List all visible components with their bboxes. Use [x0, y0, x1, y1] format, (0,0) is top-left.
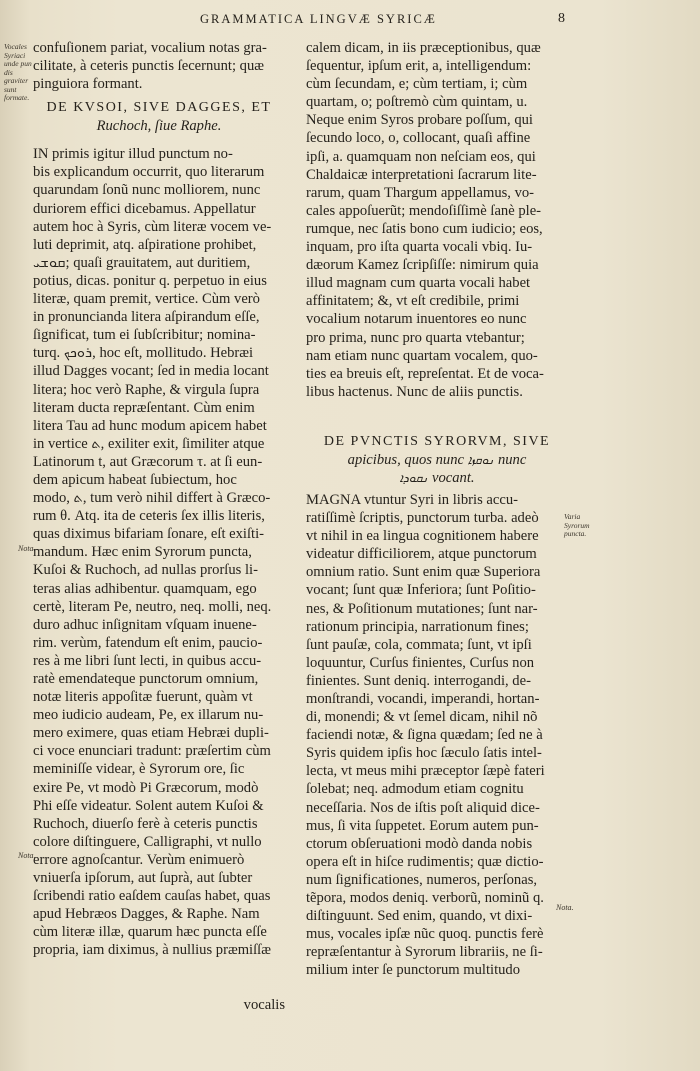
text-line: repræſentantur à Syrorum librariis, ne ſi-: [306, 944, 543, 961]
text-line: rim. verùm, fatendum eſt enim, paucio-: [33, 634, 263, 651]
text-line: ties ea breuis eſt, repreſentat. Et de voca-: [306, 365, 544, 382]
text-line: potius, dicas. ponitur q. perpetuo in eius: [33, 272, 267, 289]
margin-note-text: Varia Syrorum puncta.: [564, 512, 590, 538]
subheading-text: vocant.: [431, 469, 475, 486]
text-line: neceſſaria. Nos de iſtis poſt aliquid dice-: [306, 799, 540, 816]
text-line: pro prima, nunc pro quarta vtebantur;: [306, 329, 525, 346]
text-line: inquam, pro iſta quarta vocali vbiq. Iu-: [306, 239, 533, 256]
text-line: mus, ſi vita ſuppetet. Eorum autem pun-: [306, 817, 539, 834]
text-line: ſcribendi ratio eaſdem cauſas habet, quas: [33, 888, 271, 905]
text-line: teras alias adhibentur. quamquam, ego: [33, 580, 257, 597]
text-line: Kuſoi & Ruchoch, ad nullas prorſus li-: [33, 562, 258, 579]
subheading-text: apicibus, quos nunc: [347, 451, 464, 468]
text-line: vniuerſa ipſorum, aut ſuprà, aut ſubter: [33, 870, 253, 887]
text-line: lecta, vt meus mihi præceptor ſæpè fateri: [306, 763, 545, 780]
text-line: litera Tau ad hunc modum apicem habet: [33, 417, 267, 434]
text-line: faciendi notæ, & ſigna quædam; ſed ne à: [306, 727, 543, 744]
text-line: ſolebat; neq. admodum etiam cognitu: [306, 781, 524, 798]
text-line: finientes. Sunt deniq. interrogandi, de-: [306, 672, 531, 689]
text-line: litera; hoc verò Raphe, & virgula ſupra: [33, 381, 260, 398]
text-line: modo, ܬ, tum verò nihil differt à Græco-: [33, 490, 271, 507]
text-line: loquuntur, Curſus finientes, Curſus non: [306, 654, 535, 671]
text-line: rum θ. Atq. ita de ceteris ſex illis literis,: [33, 508, 265, 525]
text-line: MAGNA vtuntur Syri in libris accu-: [306, 491, 518, 508]
text-line: bis explicandum occurrit, quo literarum: [33, 164, 265, 181]
text-line: nam etiam nunc quartam vocalem, quo-: [306, 347, 538, 364]
text-line: omnium ratio. Sunt enim quæ Superiora: [306, 564, 541, 581]
syriac-word: ܢܘܩܙܐ: [467, 452, 495, 467]
text-line: meminiſſe videar, è Syrorum ore, ſic: [33, 761, 245, 778]
text-line: illud magnam cum quarta vocali habet: [306, 275, 531, 292]
text-line: di, monendi; & vt ſemel dicam, nihil nõ: [306, 709, 538, 726]
text-line: ctorum obſeruationi modò danda nobis: [306, 835, 533, 852]
text-line: num ſignificationes, numeros, perſonas,: [306, 871, 538, 888]
text-line: literæ, quam premit, vertice. Cùm verò: [33, 291, 260, 308]
text-line: calem dicam, in iis præceptionibus, quæ: [306, 40, 541, 56]
margin-note-text: Vocales Syriaci unde pun dis graviter sunt formate.: [4, 42, 32, 102]
text-line: duro adhuc inſignitam vſquam inuene-: [33, 616, 257, 633]
text-line: res à me libri ſunt lecti, in quibus accu-: [33, 652, 262, 669]
margin-note-text: Nota.: [556, 903, 574, 912]
text-line: errore agnoſcantur. Verùm enimuerò: [33, 851, 245, 868]
text-line: autem hoc à Syris, cùm literæ vocem ve-: [33, 218, 272, 235]
text-line: propria, iam diximus, à nullius præmiſſæ: [33, 942, 271, 959]
text-line: in vertice ܬ, exiliter exit, ſimiliter atque: [33, 435, 265, 452]
right-column: [306, 39, 568, 980]
text-line: vt nihil in ea lingua cognitionem habere: [306, 528, 539, 545]
text-line: cilitate, à ceteris punctis ſecernunt; quæ: [33, 58, 264, 75]
text-line: ratè emendateque punctorum omnium,: [33, 671, 259, 687]
text-line: [306, 401, 568, 419]
text-line: diſtinguunt. Sed enim, quando, vt dixi-: [306, 908, 533, 925]
text-line: monſtrandi, vocandi, imperandi, hortan-: [306, 691, 540, 707]
text-line: cales appoſuerũt; mendoſiſſimè ſanè ple-: [306, 202, 542, 219]
text-line: literam ducta repræſentant. Cùm enim: [33, 399, 255, 416]
text-line: turq. ܪܘܟܟ, hoc eſt, mollitudo. Hebræi: [33, 345, 254, 362]
margin-note-vocales-syriaci: [4, 43, 34, 103]
text-line: pinguiora formant.: [33, 76, 143, 93]
text-line: IN primis igitur illud punctum no-: [33, 146, 233, 163]
text-line: duriorem effici dicebamus. Appellatur: [33, 200, 256, 217]
text-line: cùm literæ illæ, quarum hæc puncta eſſe: [33, 924, 267, 941]
text-line: ipſi, a. quamquam non neſciam eos, qui: [306, 148, 536, 165]
text-line: mandum. Hæc enim Syrorum puncta,: [33, 544, 252, 561]
subheading-text: nunc: [497, 451, 527, 468]
section-heading: DE PVNCTIS SYRORVM, SIVE: [323, 433, 551, 449]
text-line: dem apicum habeat ſubiectum, hoc: [33, 471, 237, 488]
section-subheading: Ruchoch, ſiue Raphe.: [96, 118, 222, 135]
text-line: opera eſt in hiſce rudimentis; quæ dictio-: [306, 853, 544, 870]
text-line: ſecundo loco, o, collocant, quaſi affine: [306, 130, 531, 147]
text-line: rumque, nec ſatis bono cum iudicio; eos,: [306, 220, 543, 237]
text-line: notæ literis appoſitæ fuerunt, quàm vt: [33, 689, 253, 706]
text-line: ci voce enunciari tradunt: præſertim cùm: [33, 743, 271, 760]
text-line: quarundam ſonũ nunc molliorem, nunc: [33, 182, 261, 199]
text-line: Chaldaicæ interpretationi ſacrarum lite-: [306, 166, 537, 183]
section-heading: DE KVSOI, SIVE DAGGES, ET: [46, 100, 272, 116]
text-line: [33, 960, 285, 978]
text-line: dæorum Kamez ſcripſiſſe: nimirum quia: [306, 257, 539, 274]
catchword: vocalis: [243, 996, 285, 1013]
text-line: Syris quidem ipſis hoc ſæculo ſatis intel-: [306, 745, 542, 762]
text-line: rationum principia, narrationum fines;: [306, 618, 529, 635]
text-line: affinitatem; &, vt eſt credibile, primi: [306, 293, 520, 310]
page-number: 8: [558, 11, 565, 26]
text-line: meo iudicio audeam, Pe, ex illarum nu-: [33, 707, 264, 724]
left-column: [33, 39, 285, 1014]
text-line: vocalium notarum inuentores eo nunc: [306, 311, 527, 328]
margin-note-text: Nota.: [18, 851, 36, 860]
text-line: quartam, o; poſtremò cùm quintam, u.: [306, 94, 528, 111]
text-line: confuſionem pariat, vocalium notas gra-: [33, 40, 267, 56]
text-line: ſunt pauſæ, cola, commata; ſunt, vt ipſi: [306, 636, 532, 653]
text-line: ſequentur, ipſum erit, a, intelligendum:: [306, 58, 532, 75]
text-line: ratiſſimè ſcriptis, punctorum turba. adeò: [306, 510, 539, 527]
text-line: ſignificat, tum ei ſubſcribitur; nomina-: [33, 327, 256, 344]
text-line: vocant; ſunt quæ Inferiora; ſunt Poſitio-: [306, 582, 536, 599]
text-line: nes, & Poſitionum mutationes; ſunt nar-: [306, 600, 538, 617]
text-line: libus hactenus. Nunc de aliis punctis.: [306, 383, 523, 400]
text-line: colore diſtinguere, Calligraphi, vt nullo: [33, 833, 262, 850]
text-line: apud Hebræos Dagges, & Raphe. Nam: [33, 906, 260, 923]
text-line: ܩܘܫܝ; quaſi grauitatem, aut duritiem,: [33, 254, 251, 271]
text-line: mus, vocales ipſæ nũc quoq. punctis ferè: [306, 926, 544, 943]
text-line: illud Dagges vocant; ſed in media locant: [33, 363, 269, 380]
margin-note-varia-syrorum: [564, 513, 598, 539]
text-line: certè, literam Pe, neutro, neq. molli, neq.: [33, 598, 272, 615]
section-subheading: [306, 451, 568, 469]
text-line: Neque enim Syros probare poſſum, qui: [306, 112, 533, 129]
text-line: quas diximus bifariam ſonare, eſt exiſti-: [33, 526, 265, 543]
text-line: exire Pe, vt modò Pi Græcorum, modò: [33, 779, 259, 796]
margin-note-text: Nota.: [18, 544, 36, 553]
text-line: [33, 978, 285, 996]
text-line: in pronuncianda litera aſpirandum eſſe,: [33, 309, 260, 326]
running-title: GRAMMATICA LINGVÆ SYRICÆ: [200, 12, 437, 26]
text-line: Phi eſſe videatur. Solent autem Kuſoi &: [33, 797, 264, 814]
text-line: luti deprimit, atq. aſpiratione prohibet,: [33, 236, 257, 253]
text-line: videatur difficiliorem, atque punctorum: [306, 546, 537, 563]
section-subheading-2: [306, 469, 568, 487]
text-line: mero eximere, quas etiam Hebræi dupli-: [33, 725, 269, 742]
text-line: Latinorum t, aut Græcorum τ. at ſi eun-: [33, 453, 263, 470]
text-line: milium inter ſe punctorum multitudo: [306, 962, 521, 979]
text-line: rarum, quam Thargum appellamus, vo-: [306, 184, 535, 201]
text-line: Ruchoch, diuerſo ferè à ceteris punctis: [33, 815, 258, 832]
text-line: cùm ſecundam, e; cùm tertiam, i; cùm: [306, 76, 528, 93]
page-header: [0, 12, 700, 36]
text-line: tẽpora, modos deniq. verborũ, nominũ q.: [306, 890, 544, 907]
syriac-word: ܢܩܘܕܐ: [399, 470, 429, 485]
